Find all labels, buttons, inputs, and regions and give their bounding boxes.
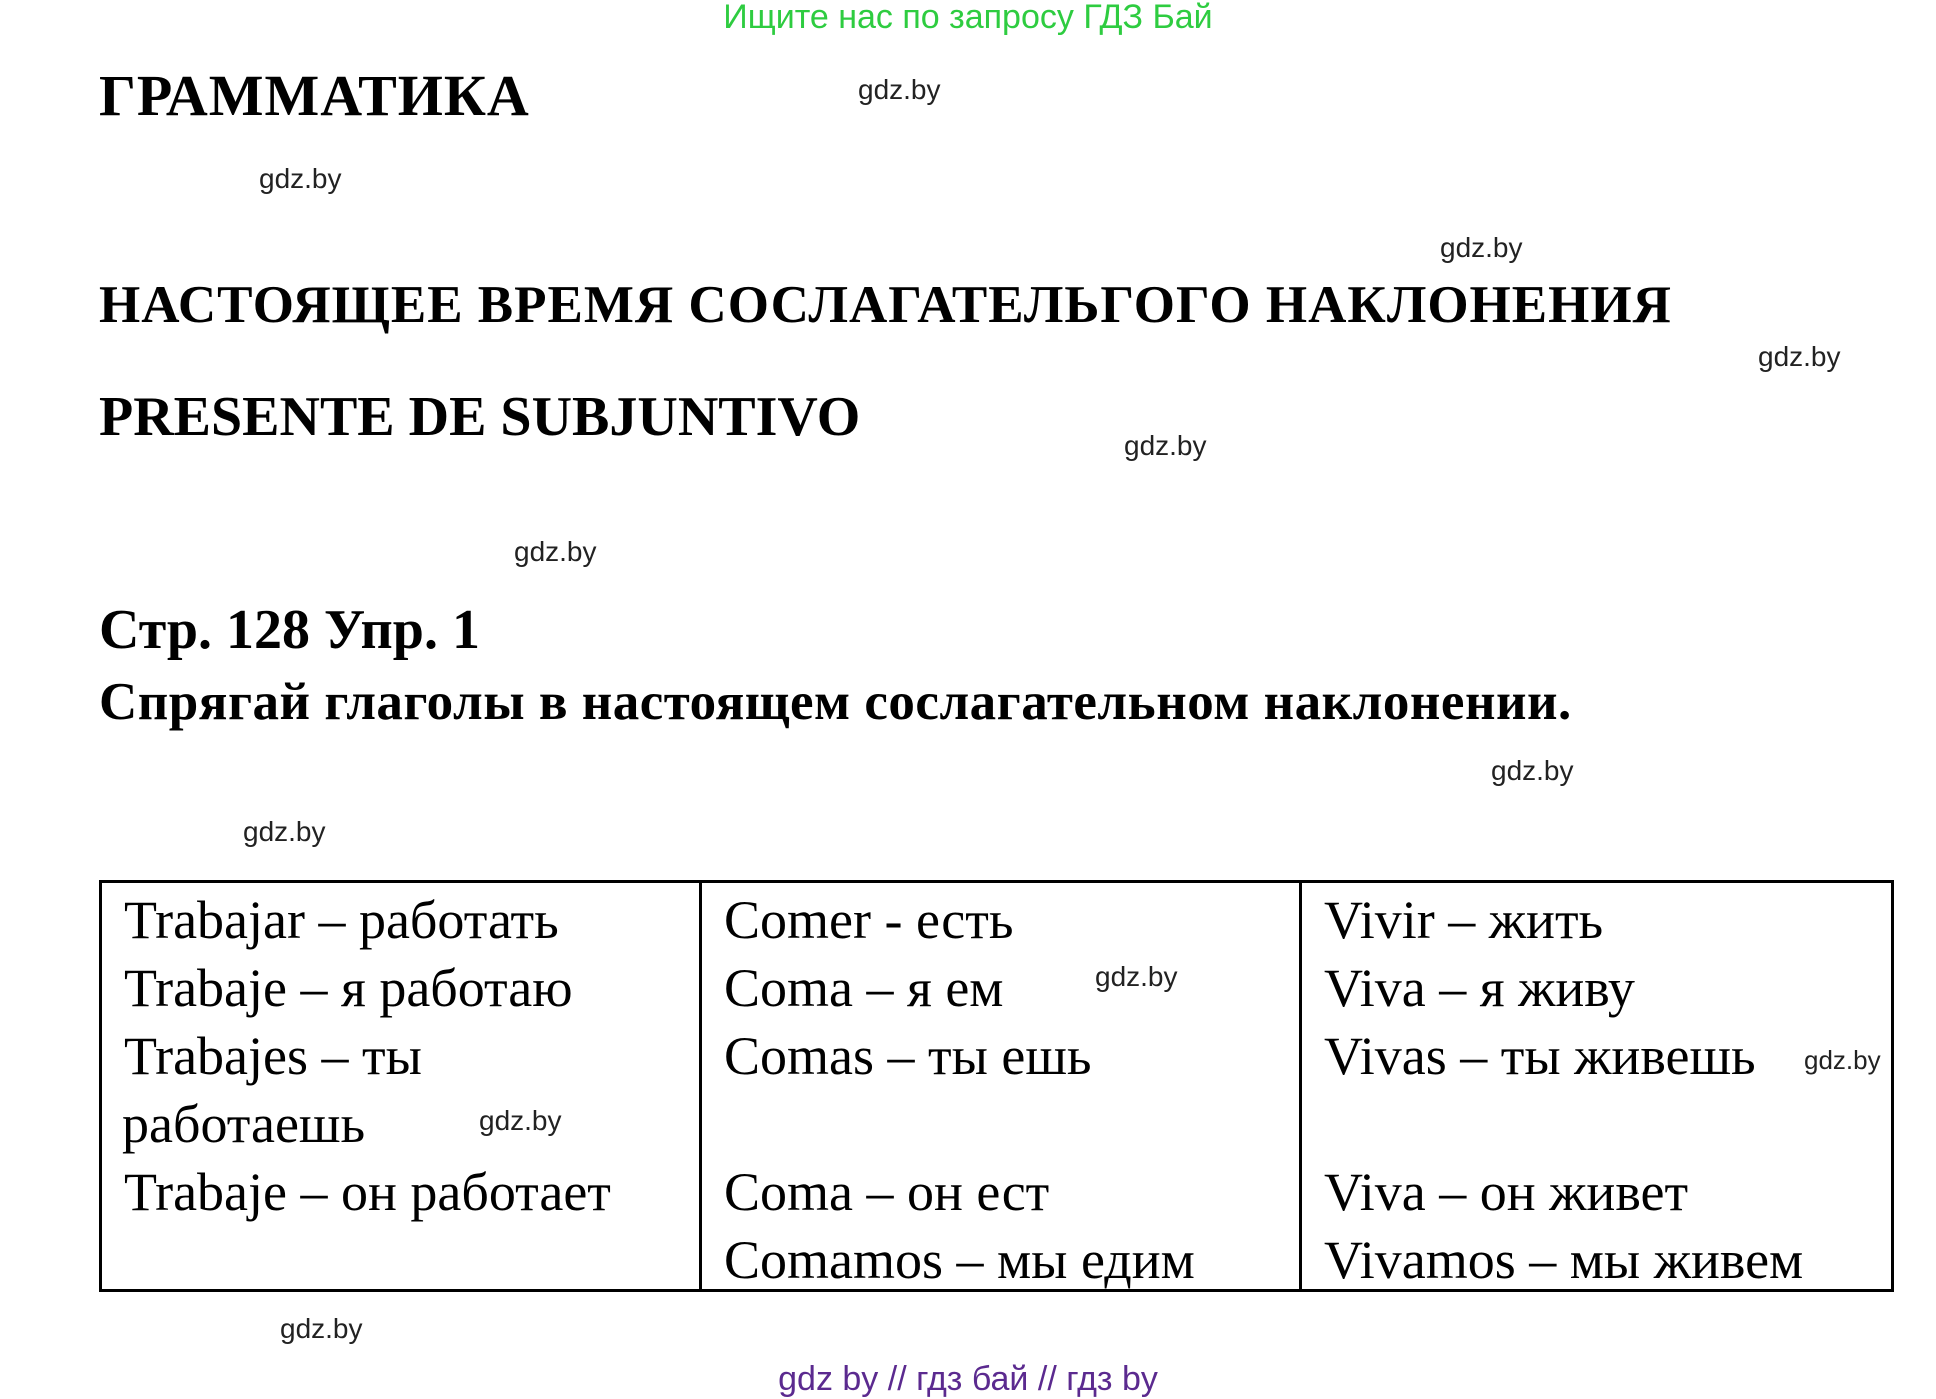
watermark: gdz.by [1758,341,1841,372]
exercise-reference: Стр. 128 Упр. 1 [99,599,480,661]
table-column-trabajar [102,883,699,1289]
table-column-comer [699,883,1299,1289]
watermark: gdz.by [514,536,597,567]
heading-topic-ru: НАСТОЯЩЕЕ ВРЕМЯ СОСЛАГАТЕЛЬГОГО НАКЛОНЕНИЯ [99,276,1672,334]
watermark: gdz.by [1491,755,1574,786]
watermark: gdz.by [280,1313,363,1344]
table-cell: Comas – ты ешь [724,1026,1092,1086]
table-column-vivir [1299,883,1891,1289]
footer-links[interactable]: gdz by // гдз бай // гдз by [778,1360,1158,1398]
table-cell: Viva – он живет [1324,1162,1689,1222]
heading-grammar: ГРАММАТИКА [99,63,530,128]
heading-topic-es: PRESENTE DE SUBJUNTIVO [99,386,861,448]
table-cell: Coma – я ем [724,958,1004,1018]
task-instruction: Спрягай глаголы в настоящем сослагательном наклонении. [99,673,1572,731]
watermark: gdz.by [858,74,941,105]
conjugation-table [99,880,1894,1292]
promo-banner: Ищите нас по запросу ГДЗ Бай [723,0,1213,36]
watermark: gdz.by [259,163,342,194]
watermark: gdz.by [1440,232,1523,263]
table-cell: Trabaje – он работает [124,1162,611,1222]
table-cell: Vivir – жить [1324,890,1604,950]
table-cell: Comamos – мы едим [724,1230,1195,1290]
table-cell: Viva – я живу [1324,958,1635,1018]
table-cell: Coma – он ест [724,1162,1050,1222]
table-cell: работаешь [122,1094,366,1154]
table-cell: Trabaje – я работаю [124,958,573,1018]
table-cell: Trabajar – работать [124,890,559,950]
watermark: gdz.by [1095,961,1178,992]
watermark: gdz.by [243,816,326,847]
table-cell: Comer - есть [724,890,1014,950]
table-cell: Vivamos – мы живем [1324,1230,1804,1290]
table-cell: Trabajes – ты [124,1026,422,1086]
watermark: gdz.by [1124,430,1207,461]
watermark: gdz.by [479,1105,562,1136]
table-cell: Vivas – ты живешь [1324,1026,1756,1086]
watermark: gdz.by [1804,1045,1881,1075]
